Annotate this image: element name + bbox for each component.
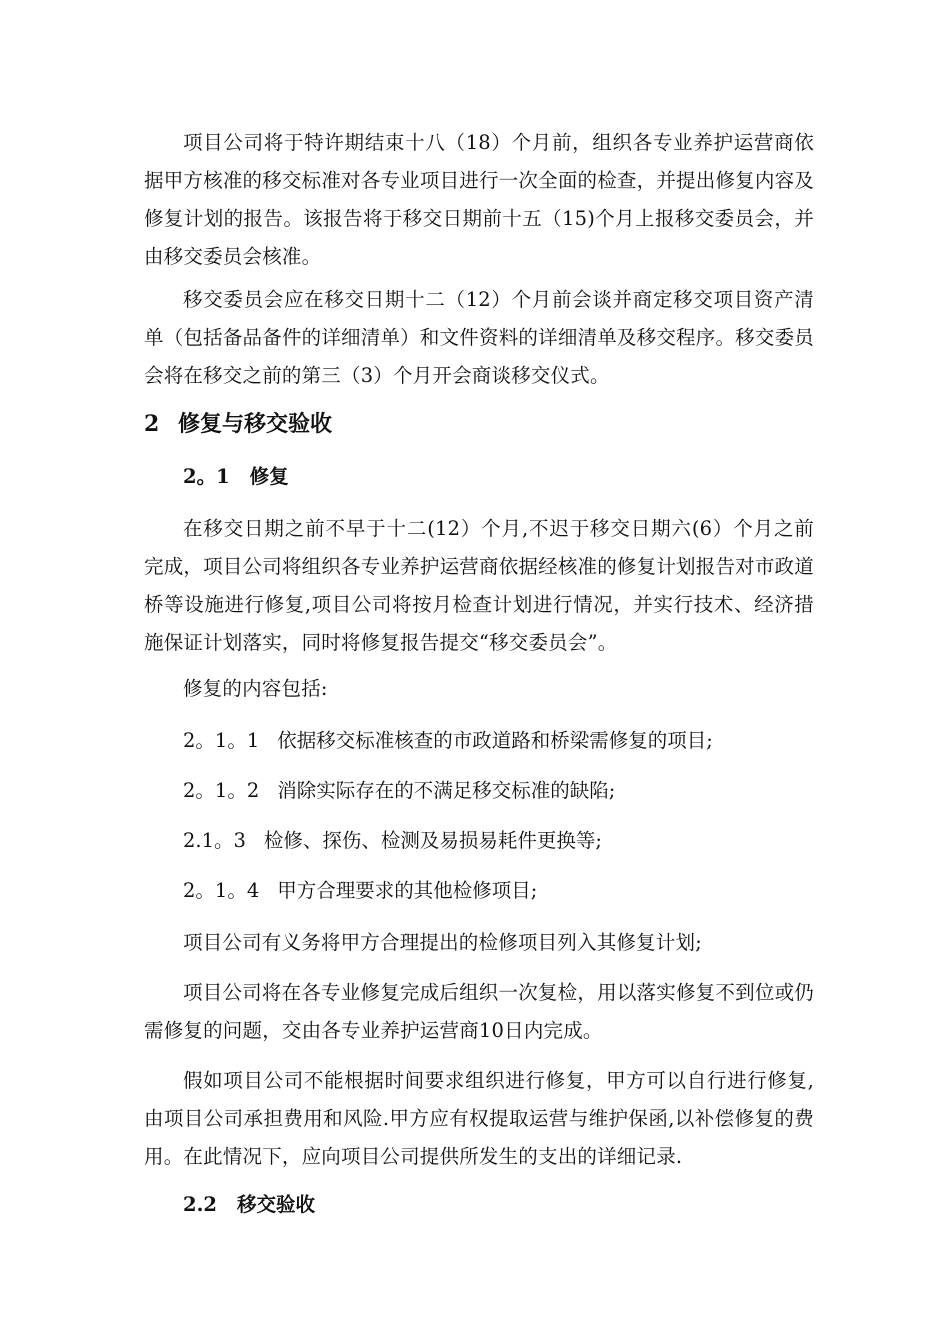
paragraph-repair-contents-intro: 修复的内容包括: xyxy=(183,677,328,700)
list-item-number: 2。1。2 xyxy=(183,779,260,802)
list-item xyxy=(183,772,615,810)
subsection-heading-repair xyxy=(183,458,289,496)
list-item-number: 2。1。4 xyxy=(183,879,260,902)
subsection-number: 2。1 xyxy=(183,465,230,488)
list-item xyxy=(183,822,602,860)
paragraph-repair-schedule: 在移交日期之前不早于十二(12）个月,不迟于移交日期六(6）个月之前完成，项目公司将组织各专业养护运营商依据经核准的修复计划报告对市政道桥等设施进行修复,项目公司将按月检查计划进行情况，并实行技术、经济措施保证计划落实，同时将修复报告提交“移交委员会”。 xyxy=(144,517,814,654)
list-item-text: 消除实际存在的不满足移交标准的缺陷; xyxy=(277,779,616,802)
subsection-number: 2.2 xyxy=(183,1193,217,1216)
paragraph-inspection-items-obligation: 项目公司有义务将甲方合理提出的检修项目列入其修复计划; xyxy=(183,931,702,954)
subsection-heading-acceptance xyxy=(183,1186,315,1224)
list-item-number: 2.1。3 xyxy=(183,829,246,852)
paragraph-recheck: 项目公司将在各专业修复完成后组织一次复检，用以落实修复不到位或仍需修复的问题，交由各专业养护运营商10日内完成。 xyxy=(144,981,814,1042)
section-number: 2 xyxy=(144,411,160,437)
list-item-number: 2。1。1 xyxy=(183,729,260,752)
list-item xyxy=(183,722,713,760)
list-item xyxy=(183,872,537,910)
paragraph-failure-to-repair: 假如项目公司不能根据时间要求组织进行修复，甲方可以自行进行修复,由项目公司承担费用和风险.甲方应有权提取运营与维护保函,以补偿修复的费用。在此情况下，应向项目公司提供所发生的支出的详细记录. xyxy=(144,1069,814,1168)
section-title: 修复与移交验收 xyxy=(178,411,333,437)
list-item-text: 甲方合理要求的其他检修项目; xyxy=(277,879,538,902)
paragraph-handover-committee: 移交委员会应在移交日期十二（12）个月前会谈并商定移交项目资产清单（包括备品备件的详细清单）和文件资料的详细清单及移交程序。移交委员会将在移交之前的第三（3）个月开会商谈移交仪式。 xyxy=(144,288,814,387)
paragraph-inspection-report: 项目公司将于特许期结束十八（18）个月前，组织各专业养护运营商依据甲方核准的移交标准对各专业项目进行一次全面的检查，并提出修复内容及修复计划的报告。该报告将于移交日期前十五（15)个月上报移交委员会，并由移交委员会核准。 xyxy=(144,131,814,268)
list-item-text: 检修、探伤、检测及易损易耗件更换等; xyxy=(263,829,602,852)
section-heading xyxy=(144,405,332,443)
subsection-title: 修复 xyxy=(249,465,289,488)
list-item-text: 依据移交标准核查的市政道路和桥梁需修复的项目; xyxy=(277,729,713,752)
subsection-title: 移交验收 xyxy=(236,1193,315,1216)
